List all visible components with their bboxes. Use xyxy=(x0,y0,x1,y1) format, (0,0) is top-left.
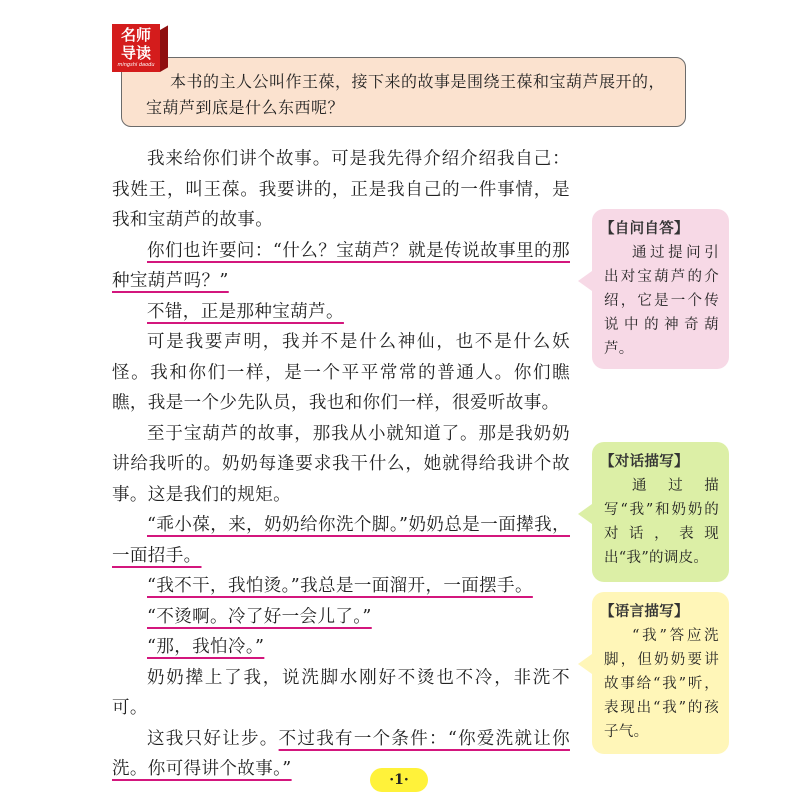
underlined-dialogue-2: “我不干，我怕烫。”我总是一面溜开，一面摆手。 xyxy=(147,576,533,596)
note-body: “我”答应洗脚，但奶奶要讲故事给“我”听，表现出“我”的孩子气。 xyxy=(604,628,719,740)
paragraph-4: 可是我要声明，我并不是什么神仙，也不是什么妖怪。我和你们一样，是一个平平常常的普通人。你们瞧瞧，我是一个少先队员，我也和你们一样，很爱听故事。 xyxy=(112,332,570,413)
underlined-dialogue-3: “不烫啊。冷了好一会儿了。” xyxy=(147,606,372,627)
paragraph-2 xyxy=(112,236,570,297)
note-body: 通过描写“我”和奶奶的对话，表现出“我”的调皮。 xyxy=(604,478,719,566)
paragraph-11-start: 这我只好让步。 xyxy=(147,728,279,749)
note-body: 通过提问引出对宝葫芦的介绍，它是一个传说中的神奇葫芦。 xyxy=(604,245,719,357)
page-number: ·1· xyxy=(370,768,428,792)
note-language xyxy=(592,592,729,754)
guide-text: 本书的主人公叫作王葆，接下来的故事是围绕王葆和宝葫芦展开的，宝葫芦到底是什么东西呢？ xyxy=(146,72,666,117)
paragraph-9 xyxy=(112,632,570,663)
note-title: 【对话描写】 xyxy=(600,454,689,470)
guide-box xyxy=(121,57,686,127)
paragraph-10: 奶奶撵上了我，说洗脚水刚好不烫也不冷，非洗不可。 xyxy=(112,667,570,718)
note-dialogue xyxy=(592,442,729,582)
paragraph-5: 至于宝葫芦的故事，那我从小就知道了。那是我奶奶讲给我听的。奶奶每逢要求我干什么，她就得给我讲个故事。这是我们的规矩。 xyxy=(112,423,570,505)
tag-line-2: 导读 xyxy=(120,44,151,62)
paragraph-6 xyxy=(112,510,570,571)
underlined-dialogue-1: “乖小葆，来，奶奶给你洗个脚。”奶奶总是一面撵我，一面招手。 xyxy=(112,515,570,566)
paragraph-8 xyxy=(112,602,570,633)
paragraph-7 xyxy=(112,571,570,602)
tag-subtitle: mingshi daodu xyxy=(117,62,155,68)
paragraph-1: 我来给你们讲个故事。可是我先得介绍介绍我自己：我姓王，叫王葆。我要讲的，正是我自己的一件事情，是我和宝葫芦的故事。 xyxy=(112,149,570,230)
underlined-question: 你们也许要问：“什么？宝葫芦？就是传说故事里的那种宝葫芦吗？” xyxy=(112,240,570,291)
underlined-condition: 不过我有一个条件：“你爱洗就让你洗。你可得讲个故事。” xyxy=(112,728,570,779)
main-text xyxy=(112,144,570,785)
underlined-answer: 不错，正是那种宝葫芦。 xyxy=(147,301,344,322)
paragraph-11 xyxy=(112,724,570,785)
tag-line-1: 名师 xyxy=(120,26,151,44)
underlined-dialogue-4: “那，我怕冷。” xyxy=(147,637,265,657)
paragraph-3 xyxy=(112,297,570,328)
note-self-question xyxy=(592,209,729,369)
mingshi-daodu-tag xyxy=(112,24,160,72)
note-title: 【语言描写】 xyxy=(600,604,689,620)
note-title: 【自问自答】 xyxy=(600,221,689,237)
